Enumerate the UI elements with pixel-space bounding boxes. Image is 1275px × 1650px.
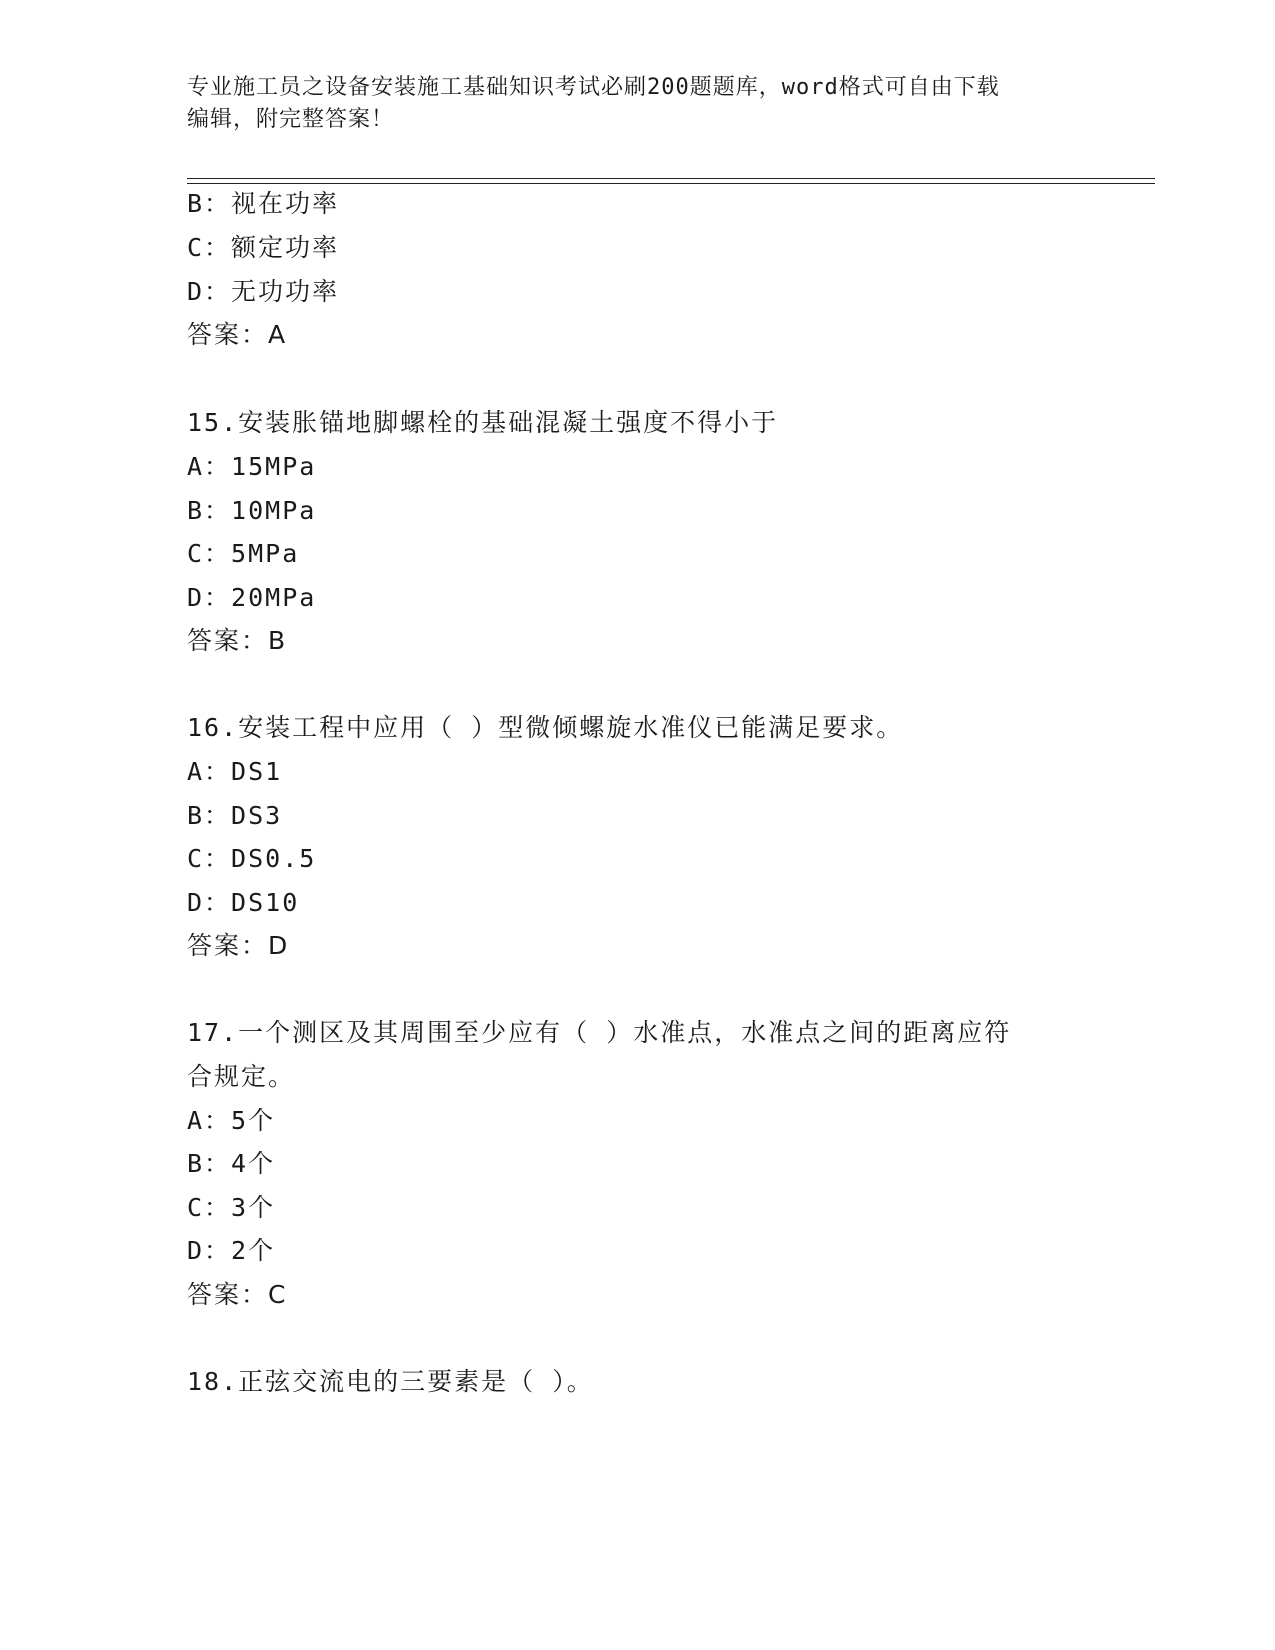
option-b: B：DS3 xyxy=(187,801,283,830)
option-d: D：2个 xyxy=(187,1236,276,1265)
option-c: C：DS0.5 xyxy=(187,844,317,873)
question-stem: 16.安装工程中应用（ ）型微倾螺旋水准仪已能满足要求。 xyxy=(187,713,904,742)
option-d: D：无功功率 xyxy=(187,277,340,306)
option-a: A：15MPa xyxy=(187,452,317,481)
option-a: A：5个 xyxy=(187,1106,276,1135)
answer: 答案：B xyxy=(187,626,288,655)
option-a: A：DS1 xyxy=(187,757,283,786)
answer: 答案：D xyxy=(187,931,290,960)
option-c: C：5MPa xyxy=(187,539,300,568)
option-c: C：3个 xyxy=(187,1193,276,1222)
option-c: C：额定功率 xyxy=(187,233,340,262)
question-stem: 18.正弦交流电的三要素是（ ）。 xyxy=(187,1367,594,1396)
header-divider-top xyxy=(187,178,1155,179)
question-stem-line2: 合规定。 xyxy=(187,1062,296,1091)
question-stem-line1: 17.一个测区及其周围至少应有（ ）水准点，水准点之间的距离应符 xyxy=(187,1018,1012,1047)
question-stem: 15.安装胀锚地脚螺栓的基础混凝土强度不得小于 xyxy=(187,408,779,437)
answer: 答案：A xyxy=(187,320,288,349)
header-divider-bottom xyxy=(187,183,1155,184)
document-header xyxy=(187,72,1067,136)
answer: 答案：C xyxy=(187,1280,288,1309)
option-d: D：20MPa xyxy=(187,583,317,612)
option-b: B：视在功率 xyxy=(187,189,340,218)
option-b: B：4个 xyxy=(187,1149,276,1178)
option-b: B：10MPa xyxy=(187,496,317,525)
header-title-line1: 专业施工员之设备安装施工基础知识考试必刷200题题库，word格式可自由下载 xyxy=(187,75,1000,100)
option-d: D：DS10 xyxy=(187,888,300,917)
header-title-line2: 编辑，附完整答案！ xyxy=(187,107,395,132)
